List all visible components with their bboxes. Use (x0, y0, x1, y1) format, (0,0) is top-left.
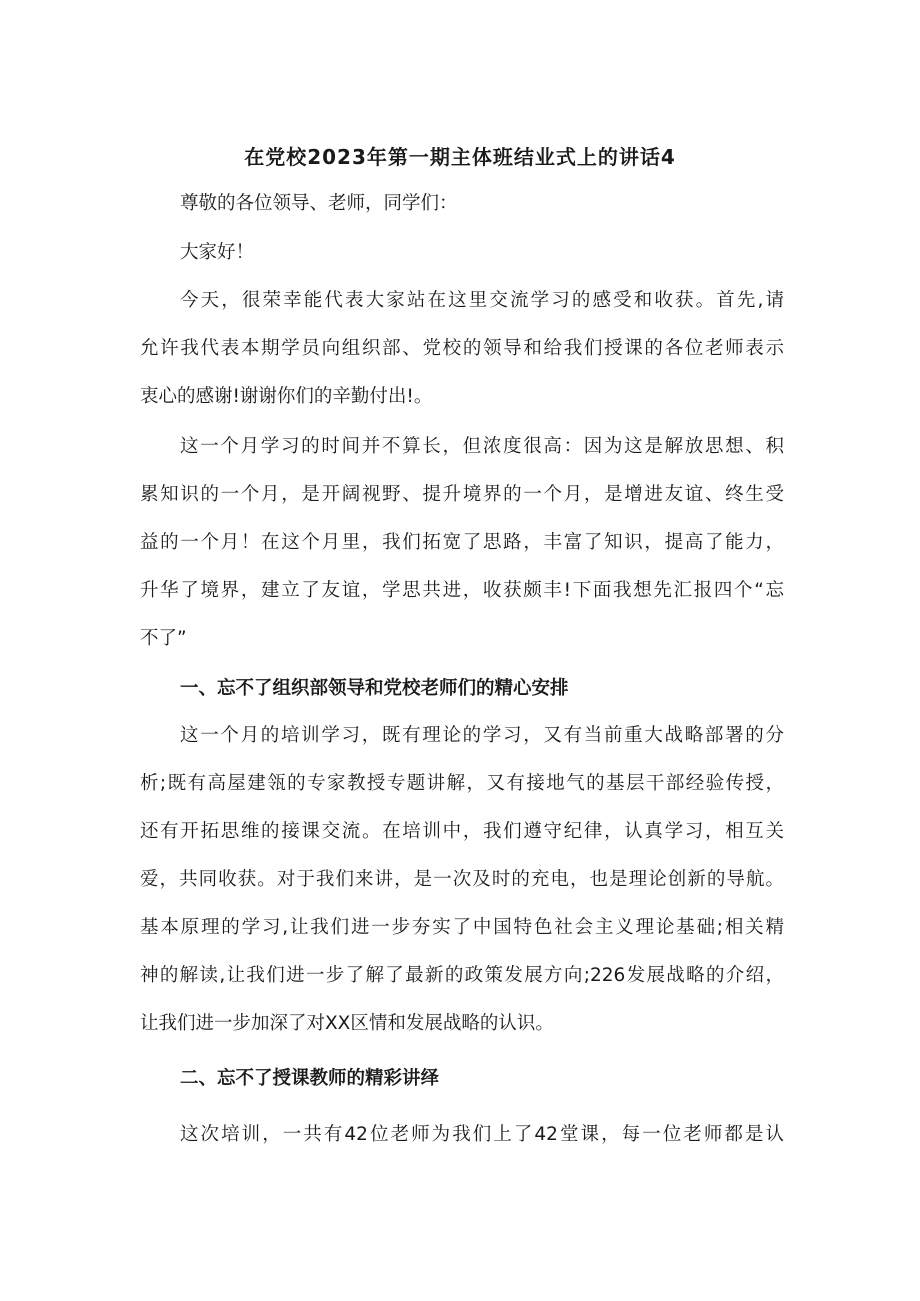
document-title: 在党校2023年第一期主体班结业式上的讲话4 (244, 145, 676, 169)
greeting: 大家好！ (180, 242, 255, 263)
paragraph-3-line-4: 爱，共同收获。对于我们来讲，是一次及时的充电，也是理论创新的导航。 (140, 869, 784, 890)
section-heading-1: 一、忘不了组织部领导和党校老师们的精心安排 (180, 678, 569, 699)
paragraph-2-line-5: 不了” (140, 628, 187, 649)
paragraph-3-line-6: 神的解读,让我们进一步了解了最新的政策发展方向;226发展战略的介绍， (140, 965, 784, 986)
paragraph-2-line-1: 这一个月学习的时间并不算长，但浓度很高：因为这是解放思想、积 (180, 436, 784, 457)
paragraph-4-line-1: 这次培训，一共有42位老师为我们上了42堂课，每一位老师都是认 (180, 1124, 784, 1145)
paragraph-1-line-1: 今天，很荣幸能代表大家站在这里交流学习的感受和收获。首先,请 (180, 290, 784, 311)
paragraph-1-line-3: 衷心的感谢!谢谢你们的辛勤付出!。 (140, 386, 433, 407)
paragraph-3-line-5: 基本原理的学习,让我们进一步夯实了中国特色社会主义理论基础;相关精 (140, 917, 784, 938)
paragraph-3-line-3: 还有开拓思维的接课交流。在培训中，我们遵守纪律，认真学习，相互关 (140, 821, 784, 842)
paragraph-1-line-2: 允许我代表本期学员向组织部、党校的领导和给我们授课的各位老师表示 (140, 338, 784, 359)
salutation: 尊敬的各位领导、老师，同学们： (180, 193, 458, 214)
paragraph-3-line-1: 这一个月的培训学习，既有理论的学习，又有当前重大战略部署的分 (180, 725, 784, 746)
paragraph-3-line-7: 让我们进一步加深了对XX区情和发展战略的认识。 (140, 1013, 554, 1034)
paragraph-2-line-2: 累知识的一个月，是开阔视野、提升境界的一个月，是增进友谊、终生受 (140, 484, 784, 505)
paragraph-2-line-4: 升华了境界，建立了友谊，学思共进，收获颇丰!下面我想先汇报四个“忘 (140, 580, 784, 601)
paragraph-3-line-2: 析;既有高屋建瓴的专家教授专题讲解，又有接地气的基层干部经验传授， (140, 773, 784, 794)
section-heading-2: 二、忘不了授课教师的精彩讲绎 (180, 1068, 440, 1089)
paragraph-2-line-3: 益的一个月！在这个月里，我们拓宽了思路，丰富了知识，提高了能力， (140, 532, 784, 553)
